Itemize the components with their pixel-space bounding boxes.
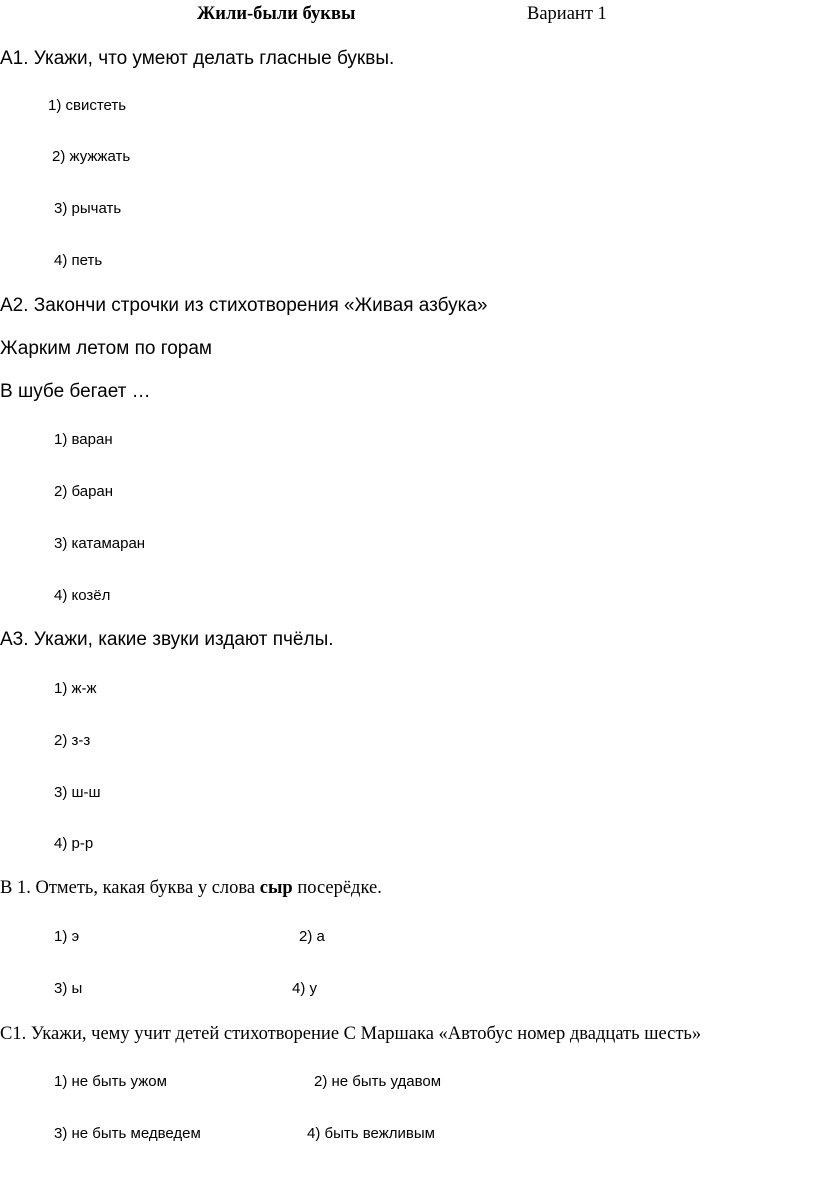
question-a3 [0,629,334,652]
b1-option-2: 2) а [299,928,325,945]
a3-prefix: А3 [0,629,24,650]
worksheet-title: Жили-были буквы [197,4,356,24]
a3-option-4: 4) р-р [54,835,94,852]
c1-option-3: 3) не быть медведем [54,1125,201,1142]
a2-poem-line-2: В шубе бегает … [0,381,151,402]
a1-option-1: 1) свистеть [48,97,127,114]
a3-option-2: 2) з-з [54,732,91,749]
a1-option-2: 2) жужжать [52,148,131,165]
a1-option-4: 4) петь [54,252,103,269]
b1-option-4: 4) у [292,980,318,997]
a2-option-3: 3) катамаран [54,535,146,552]
a3-option-1: 1) ж-ж [54,680,97,697]
variant-label: Вариант 1 [527,4,607,24]
a1-option-3: 3) рычать [54,200,122,217]
b1-option-1: 1) э [54,928,80,945]
a3-text: . Укажи, какие звуки издают пчёлы. [23,629,334,650]
question-a1: А1. Укажи, что умеют делать гласные буквы. [0,48,395,69]
c1-option-1: 1) не быть ужом [54,1073,167,1090]
c1-option-4: 4) быть вежливым [307,1125,435,1142]
question-a2: А2. Закончи строчки из стихотворения «Живая азбука» [0,295,488,316]
b1-option-3: 3) ы [54,980,83,997]
a2-option-1: 1) варан [54,431,113,448]
b1-bold-word: сыр [259,878,293,898]
a3-option-3: 3) ш-ш [54,784,101,801]
c1-option-2: 2) не быть удавом [314,1073,442,1090]
question-c1: С1. Укажи, чему учит детей стихотворение С Маршака «Автобус номер двадцать шесть» [0,1024,702,1044]
question-b1 [0,877,382,899]
a2-option-2: 2) баран [54,483,114,500]
a2-option-4: 4) козёл [54,587,111,604]
b1-text-after: посерёдке. [292,878,382,898]
a2-poem-line-1: Жарким летом по горам [0,338,212,359]
b1-text-before: В 1. Отметь, какая буква у слова [0,878,260,898]
